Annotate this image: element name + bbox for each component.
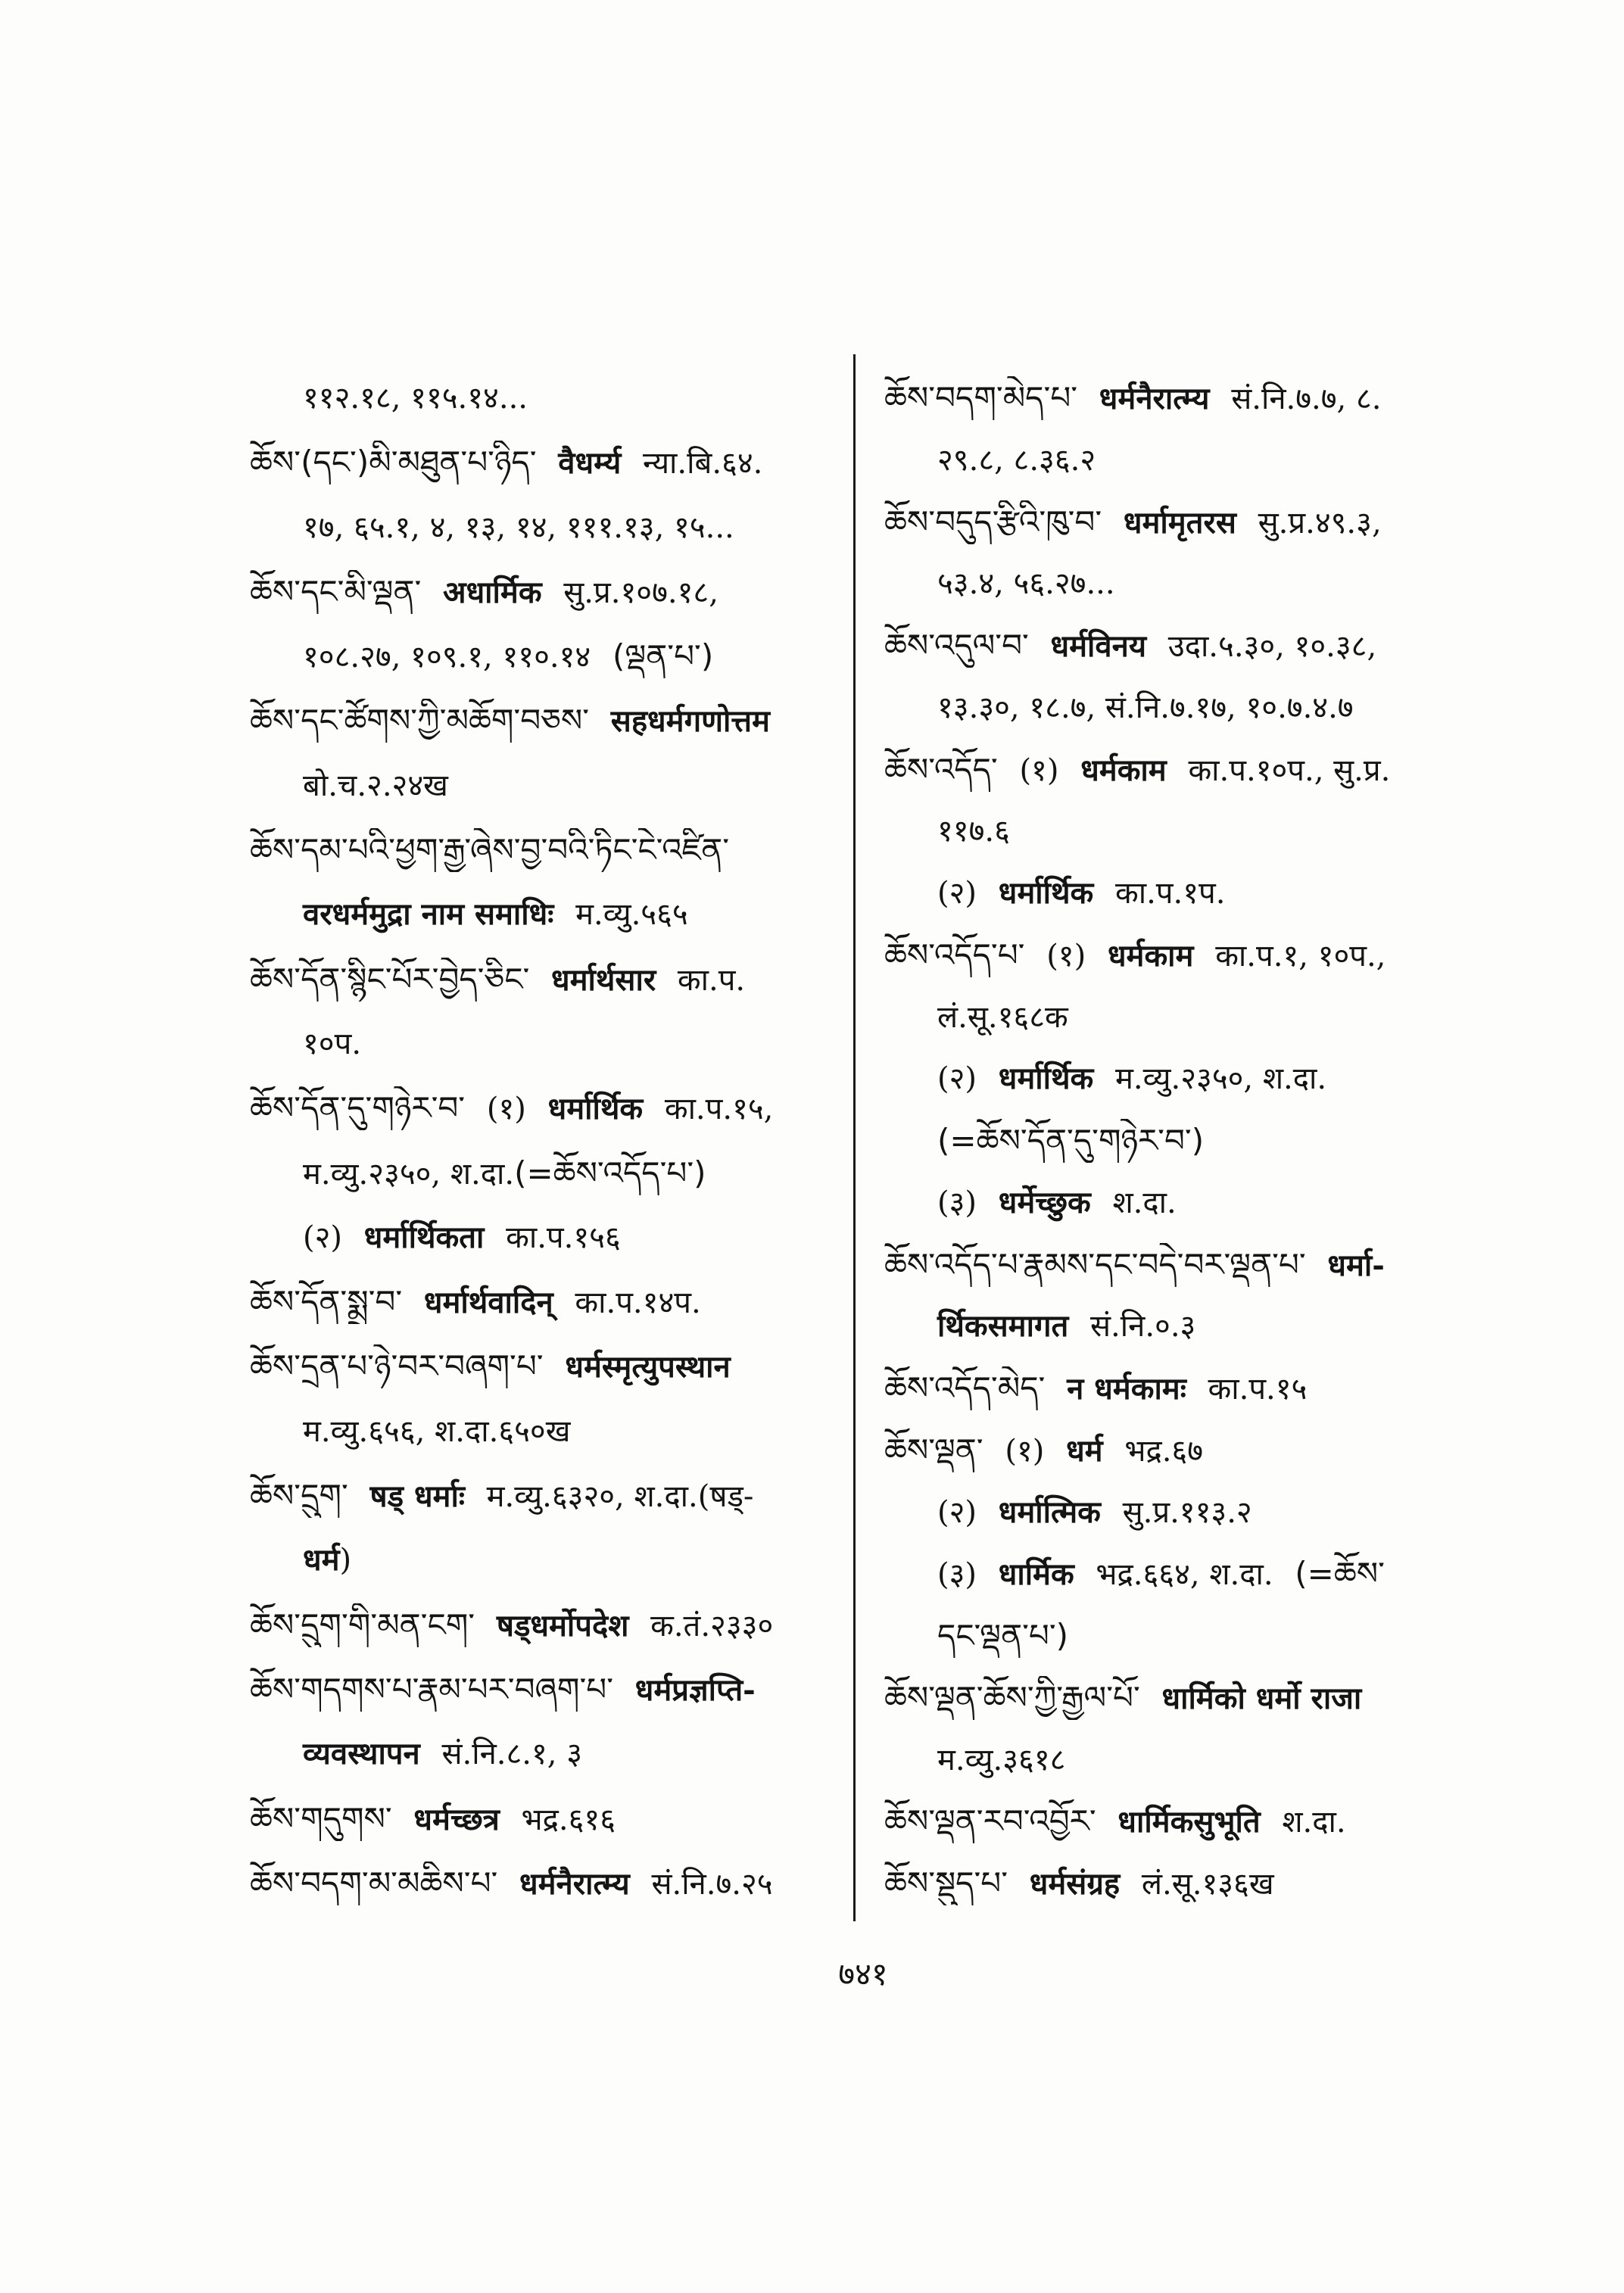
reference: १०८.२७, १०९.१, ११०.१४ — [303, 640, 591, 675]
continuation-line — [250, 376, 848, 420]
tibetan-term: ཆོས་སྡུད་པ་ — [884, 1865, 1008, 1902]
tibetan-note: (=ཆོས་འདོད་པ་) — [514, 1154, 706, 1192]
continuation-line — [884, 1614, 1482, 1658]
entry-line — [884, 1366, 1482, 1410]
reference: बो.च.२.२४ख — [303, 768, 448, 803]
tibetan-term: ཆོས་འདོད་མེད་ — [884, 1369, 1046, 1407]
reference: लं.सू.१३६ख — [1141, 1867, 1274, 1902]
reference: का.प.१५६ — [506, 1220, 621, 1255]
continuation-line — [884, 1304, 1482, 1348]
entry-line — [250, 1668, 848, 1712]
left-column — [250, 376, 848, 1905]
entry-line — [250, 1797, 848, 1841]
tibetan-term: ཆོས་དོན་སྨྲ་བ་ — [250, 1283, 403, 1321]
sanskrit-term: धर्मप्रज्ञप्ति- — [634, 1671, 756, 1708]
continuation-line — [250, 1410, 848, 1453]
reference: ) — [339, 1543, 352, 1578]
continuation-line — [250, 634, 848, 678]
tibetan-term: ཆོས་གདགས་པ་རྣམ་པར་བཞག་པ་ — [250, 1670, 614, 1708]
tibetan-note: དང་ལྡན་པ་) — [937, 1617, 1069, 1654]
tibetan-term: ཆོས་ལྡན་རབ་འབྱོར་ — [884, 1802, 1096, 1840]
tibetan-term: ཆོས་དང་ཚོགས་ཀྱི་མཆོག་བཅས་ — [250, 702, 590, 740]
entry-line — [884, 1428, 1482, 1472]
sanskrit-term: धर्मच्छत्र — [413, 1801, 500, 1837]
tibetan-term: ཆོས་དང་མི་ལྡན་ — [250, 572, 422, 610]
continuation-line — [884, 995, 1482, 1039]
reference: सु.प्र.१०७.१८, — [563, 575, 718, 610]
sanskrit-term: धर्मकाम — [1107, 937, 1194, 974]
tibetan-term: ཆོས་དོན་སྙིང་པོར་བྱེད་ཅིང་ — [250, 960, 530, 998]
sanskrit-term: धर्मविनय — [1050, 628, 1147, 664]
reference: १३.३०, १८.७, सं.नि.७.१७, १०.७.४.७ — [937, 690, 1354, 725]
continuation-line — [884, 438, 1482, 482]
page-number: ७४१ — [838, 1955, 888, 1992]
sanskrit-term: धार्मिकसुभूति — [1117, 1804, 1261, 1840]
sanskrit-term: धर्मार्थसार — [550, 961, 656, 998]
sanskrit-term: षड् धर्माः — [369, 1478, 465, 1515]
sanskrit-term: धर्मा- — [1327, 1247, 1385, 1283]
entry-line — [250, 570, 848, 614]
continuation-line — [250, 1538, 848, 1582]
sense-number: (२) — [937, 1494, 977, 1530]
reference: भद्र.६७ — [1124, 1433, 1204, 1469]
sanskrit-term: न धर्मकामः — [1067, 1371, 1186, 1407]
entry-line — [250, 1280, 848, 1324]
sense-number: (३) — [937, 1185, 977, 1220]
tibetan-note: (ལྡན་པ་) — [612, 637, 714, 675]
continuation-line — [250, 1732, 848, 1776]
sense-number: (१) — [1005, 1433, 1045, 1469]
reference: १७, ६५.१, ४, १३, १४, १११.१३, १५... — [303, 509, 734, 545]
sanskrit-term: र्थिकसमागत — [937, 1308, 1069, 1344]
reference: २९.८, ८.३६.२ — [937, 442, 1096, 478]
tibetan-term: ཆོས་བདག་མ་མཆིས་པ་ — [250, 1864, 498, 1902]
tibetan-term: ཆོས་གདུགས་ — [250, 1799, 392, 1837]
sanskrit-term: धर्मेच्छुक — [998, 1184, 1091, 1220]
reference: श.दा. — [1282, 1805, 1346, 1840]
continuation-line — [884, 562, 1482, 606]
sense-number: (३) — [937, 1557, 977, 1593]
tibetan-term: ཆོས་བདུད་རྩིའི་ཁུ་བ་ — [884, 503, 1102, 541]
sense-line — [884, 1552, 1482, 1596]
reference: भद्र.६१६ — [521, 1802, 616, 1837]
tibetan-term: ཆོས་དྲུག་ — [250, 1477, 348, 1515]
sanskrit-term: धर्मार्थवादिन् — [423, 1285, 553, 1321]
sense-line — [884, 871, 1482, 915]
entry-line — [884, 624, 1482, 668]
reference: का.प. — [677, 962, 746, 998]
sense-number: (१) — [1046, 938, 1086, 974]
entry-line — [884, 1799, 1482, 1843]
entry-line — [250, 1474, 848, 1518]
tibetan-term: ཆོས་དོན་དུ་གཉེར་བ་ — [250, 1089, 466, 1127]
reference: म.व्यु.३६१८ — [937, 1742, 1066, 1777]
sanskrit-term: धर्मस्मृत्युपस्थान — [565, 1349, 731, 1385]
continuation-line — [884, 1119, 1482, 1163]
sanskrit-term: धर्मार्थिक — [998, 1061, 1094, 1097]
reference: सं.नि.८.१, ३ — [441, 1737, 583, 1772]
column-divider — [853, 354, 856, 1921]
reference: का.प.१प. — [1114, 876, 1226, 911]
reference: का.प.१५ — [1208, 1372, 1308, 1407]
sanskrit-term: धर्मकाम — [1080, 752, 1167, 788]
sense-number: (१) — [1019, 752, 1059, 788]
sanskrit-term: धर्म — [1066, 1432, 1103, 1469]
sense-number: (२) — [303, 1220, 343, 1255]
entry-line — [884, 500, 1482, 544]
reference: का.प.१, १०प., — [1215, 938, 1386, 974]
tibetan-term: ཆོས་དྲུག་གི་མན་ངག་ — [250, 1606, 475, 1643]
reference: क.तं.२३३० — [650, 1608, 774, 1643]
sanskrit-term: धर्म — [303, 1542, 340, 1578]
tibetan-term: ཆོས་དམ་པའི་ཕྱག་རྒྱ་ཞེས་བྱ་བའི་ཏིང་ངེ་འཛིན་ — [250, 831, 730, 869]
reference: सु.प्र.११३.२ — [1122, 1494, 1252, 1530]
reference: सं.नि.७.७, ८. — [1231, 382, 1382, 416]
continuation-line — [250, 1022, 848, 1066]
reference: श.दा. — [1112, 1185, 1177, 1220]
reference: लं.सू.१६८क — [937, 999, 1068, 1035]
entry-line — [884, 933, 1482, 977]
reference: न्या.बि.६४. — [643, 446, 763, 481]
tibetan-term: ཆོས་འདོད་པ་ — [884, 936, 1025, 974]
continuation-line — [250, 764, 848, 808]
sense-line — [884, 1181, 1482, 1225]
continuation-line — [250, 1151, 848, 1195]
entry-line — [250, 1344, 848, 1388]
tibetan-term: ཆོས་འདུལ་བ་ — [884, 627, 1029, 664]
sense-line — [884, 1491, 1482, 1534]
entry-line — [884, 376, 1482, 420]
entry-line — [250, 828, 848, 872]
sense-line — [884, 1057, 1482, 1101]
sanskrit-term: वैधर्म्य — [558, 445, 622, 481]
sanskrit-term: सहधर्मगणोत्तम — [610, 703, 770, 740]
reference: सं.नि.७.२५ — [651, 1866, 773, 1902]
entry-line — [884, 1243, 1482, 1287]
sanskrit-term: षड्धर्मोपदेश — [496, 1607, 629, 1643]
sanskrit-term: धर्मार्थिकता — [363, 1219, 485, 1255]
sanskrit-term: वरधर्ममुद्रा नाम समाधिः — [303, 896, 554, 933]
entry-line — [250, 441, 848, 484]
sanskrit-term: धार्मिक — [998, 1556, 1074, 1593]
sense-number: (१) — [486, 1092, 526, 1127]
entry-line — [250, 1862, 848, 1905]
sanskrit-term: धर्मात्मिक — [998, 1494, 1101, 1530]
entry-line — [884, 748, 1482, 792]
entry-line — [250, 699, 848, 743]
entry-line — [884, 1676, 1482, 1720]
tibetan-term: ཆོས་ལྡན་ཆོས་ཀྱི་རྒྱལ་པོ་ — [884, 1678, 1140, 1716]
reference: का.प.१५, — [664, 1092, 774, 1127]
sense-number: (२) — [937, 876, 977, 911]
reference: म.व्यु.६३२०, श.दा.(षड्- — [486, 1479, 754, 1515]
reference: ११७.६ — [937, 814, 1010, 849]
reference: का.प.१४प. — [575, 1285, 701, 1321]
reference: १०प. — [303, 1026, 362, 1061]
sanskrit-term: धर्मनैरात्म्य — [1099, 381, 1210, 416]
sanskrit-term: अधार्मिक — [443, 574, 542, 610]
reference: उदा.५.३०, १०.३८, — [1167, 629, 1377, 664]
sanskrit-term: धर्मसंग्रह — [1029, 1866, 1121, 1902]
sanskrit-term: धर्मामृतरस — [1123, 504, 1236, 541]
tibetan-term: ཆོས་ལྡན་ — [884, 1431, 983, 1469]
tibetan-term: ཆོས་བདག་མེད་པ་ — [884, 379, 1078, 416]
reference: म.व्यु.२३५०, श.दा. — [303, 1156, 515, 1192]
sense-number: (२) — [937, 1061, 977, 1097]
tibetan-term: ཆོས་(དང་)མི་མཐུན་པ་ཉིད་ — [250, 444, 537, 481]
reference: ११२.१८, ११५.१४... — [303, 381, 528, 416]
sanskrit-term: धर्मार्थिक — [547, 1091, 644, 1127]
continuation-line — [884, 809, 1482, 853]
tibetan-note: (=ཆོས་ — [1295, 1555, 1385, 1593]
reference: का.प.१०प., सु.प्र. — [1188, 752, 1391, 788]
tibetan-term: ཆོས་འདོད་ — [884, 750, 998, 788]
tibetan-term: ཆོས་དྲན་པ་ཉེ་བར་བཞག་པ་ — [250, 1347, 544, 1385]
tibetan-note: (=ཆོས་དོན་དུ་གཉེར་བ་) — [937, 1122, 1205, 1159]
sanskrit-term: धर्मनैरात्म्य — [519, 1865, 630, 1902]
entry-line — [250, 958, 848, 1002]
tibetan-term: ཆོས་འདོད་པ་རྣམས་དང་བདེ་བར་ལྡན་པ་ — [884, 1245, 1306, 1283]
sanskrit-term: धर्मार्थिक — [998, 875, 1094, 911]
continuation-line — [884, 1738, 1482, 1782]
right-column — [884, 376, 1482, 1905]
reference: ५३.४, ५६.२७... — [937, 566, 1115, 602]
entry-line — [250, 1086, 848, 1130]
sense-line — [250, 1216, 848, 1260]
reference: सं.नि.०.३ — [1090, 1309, 1196, 1344]
continuation-line — [884, 686, 1482, 730]
reference: म.व्यु.६५६, श.दा.६५०ख — [303, 1413, 571, 1449]
continuation-line — [250, 893, 848, 936]
reference: म.व्यु.५६५ — [575, 897, 688, 933]
sanskrit-term: व्यवस्थापन — [303, 1736, 420, 1772]
continuation-line — [250, 506, 848, 550]
reference: सु.प्र.४९.३, — [1258, 505, 1382, 541]
entry-line — [884, 1862, 1482, 1905]
entry-line — [250, 1603, 848, 1647]
reference: भद्र.६६४, श.दा. — [1096, 1557, 1273, 1593]
sanskrit-term: धार्मिको धर्मो राजा — [1161, 1680, 1362, 1716]
reference: म.व्यु.२३५०, श.दा. — [1114, 1061, 1327, 1097]
